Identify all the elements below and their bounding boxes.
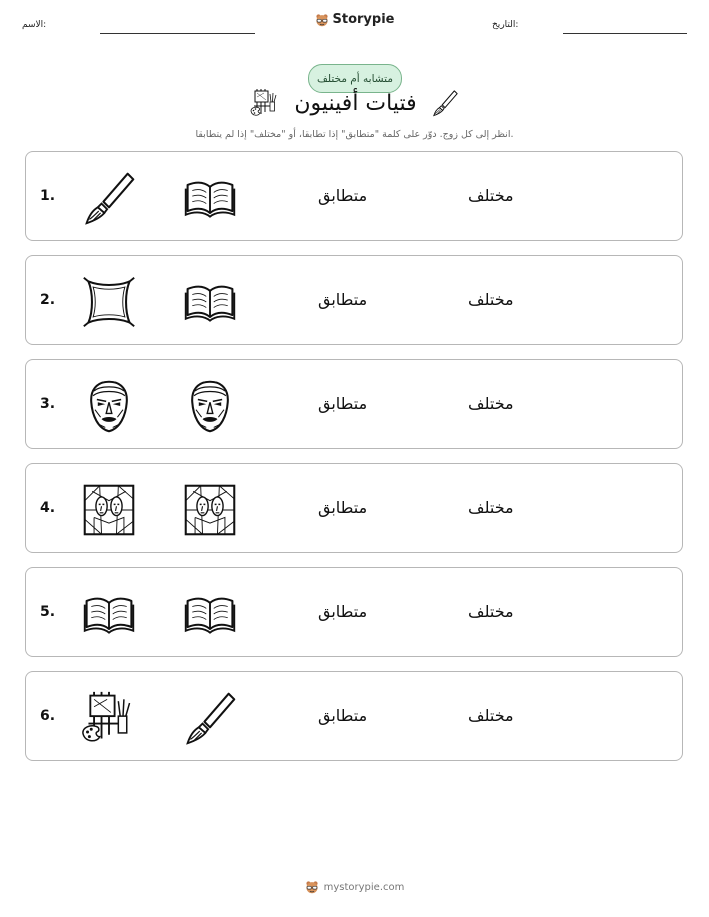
page-title: فتيات أفينيون xyxy=(294,90,417,116)
title-bar xyxy=(0,88,709,118)
question-row xyxy=(25,359,683,449)
cubist-faces-icon xyxy=(182,482,238,538)
same-option[interactable]: متطابق xyxy=(318,290,368,309)
same-option[interactable]: متطابق xyxy=(318,498,368,517)
footer xyxy=(0,880,709,894)
tribal-mask-icon xyxy=(81,378,137,434)
different-option[interactable]: مختلف xyxy=(468,498,514,517)
question-row xyxy=(25,151,683,241)
category-badge: متشابه أم مختلف xyxy=(308,64,402,93)
open-book-icon xyxy=(182,170,238,226)
paintbrush-icon xyxy=(431,89,459,117)
pillow-icon xyxy=(81,274,137,330)
question-row xyxy=(25,567,683,657)
cubist-faces-icon xyxy=(81,482,137,538)
easel-art-supplies-icon xyxy=(250,88,280,118)
question-row xyxy=(25,463,683,553)
question-number: 3. xyxy=(40,396,56,412)
question-number: 2. xyxy=(40,292,56,308)
easel-art-supplies-icon xyxy=(81,690,137,746)
question-row xyxy=(25,255,683,345)
different-option[interactable]: مختلف xyxy=(468,394,514,413)
same-option[interactable]: متطابق xyxy=(318,394,368,413)
footer-url: mystorypie.com xyxy=(323,881,405,893)
question-number: 4. xyxy=(40,500,56,516)
date-label: التاريخ: xyxy=(492,20,519,30)
same-option[interactable]: متطابق xyxy=(318,706,368,725)
storypie-logo-icon xyxy=(305,880,319,894)
paintbrush-icon xyxy=(182,690,238,746)
different-option[interactable]: مختلف xyxy=(468,706,514,725)
question-row xyxy=(25,671,683,761)
question-number: 6. xyxy=(40,708,56,724)
paintbrush-icon xyxy=(81,170,137,226)
brand-name: Storypie xyxy=(332,12,395,27)
different-option[interactable]: مختلف xyxy=(468,186,514,205)
open-book-icon xyxy=(182,586,238,642)
name-line[interactable] xyxy=(100,33,255,34)
question-number: 5. xyxy=(40,604,56,620)
question-number: 1. xyxy=(40,188,56,204)
open-book-icon xyxy=(81,586,137,642)
different-option[interactable]: مختلف xyxy=(468,602,514,621)
date-line[interactable] xyxy=(563,33,687,34)
instructions: انظر إلى كل زوج. دوّر على كلمة "متطابق" إذا تطابقا، أو "مختلف" إذا لم يتطابقا. xyxy=(195,129,514,140)
storypie-logo-icon xyxy=(315,13,329,27)
tribal-mask-icon xyxy=(182,378,238,434)
open-book-icon xyxy=(182,274,238,330)
name-label: الاسم: xyxy=(22,20,47,30)
same-option[interactable]: متطابق xyxy=(318,602,368,621)
brand xyxy=(0,12,709,27)
same-option[interactable]: متطابق xyxy=(318,186,368,205)
different-option[interactable]: مختلف xyxy=(468,290,514,309)
